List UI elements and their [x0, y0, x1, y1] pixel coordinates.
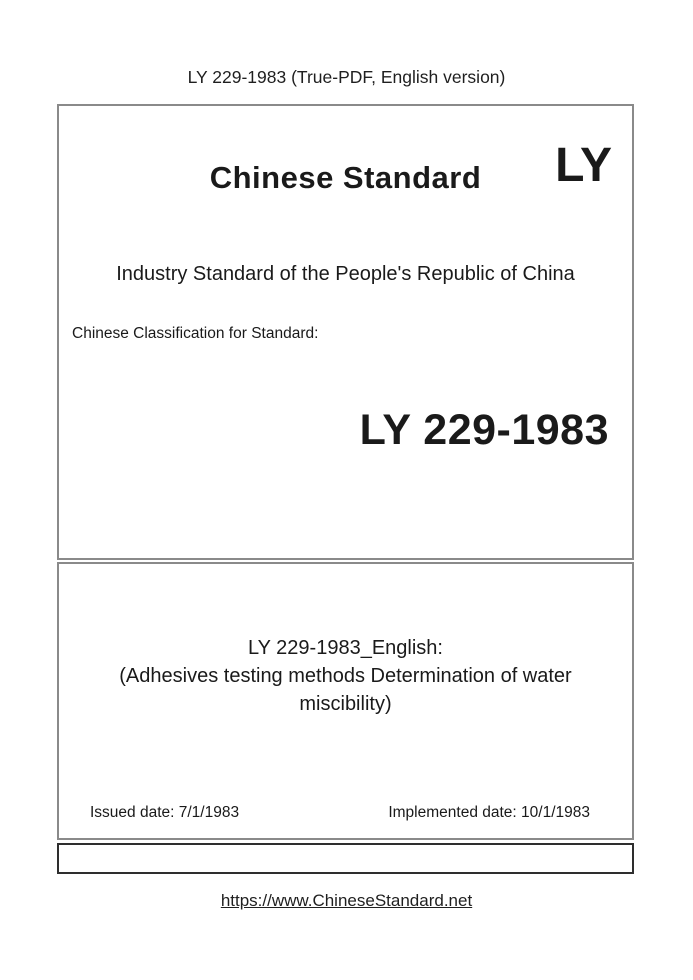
issued-date: Issued date: 7/1/1983 — [90, 804, 240, 821]
classification-label: Chinese Classification for Standard: — [72, 325, 319, 342]
industry-standard-subtitle: Industry Standard of the People's Republic of China — [116, 263, 575, 285]
standard-name-line-2: (Adhesives testing methods Determination of water — [119, 665, 572, 687]
info-box — [57, 562, 634, 840]
title-box — [57, 104, 634, 560]
dates-row — [90, 804, 590, 822]
site-link[interactable]: https://www.ChineseStandard.net — [220, 891, 473, 910]
implemented-date: Implemented date: 10/1/1983 — [388, 804, 590, 821]
ly-logo: LY — [555, 139, 612, 192]
empty-footer-band — [57, 843, 634, 874]
standard-name-block — [59, 634, 632, 718]
standard-number: LY 229-1983 — [359, 406, 609, 454]
standard-name-line-3: miscibility) — [299, 693, 392, 715]
chinese-standard-title: Chinese Standard — [209, 160, 482, 195]
document-header: LY 229-1983 (True-PDF, English version) — [187, 67, 506, 87]
footer — [0, 891, 693, 911]
standard-name-line-1: LY 229-1983_English: — [248, 637, 443, 659]
